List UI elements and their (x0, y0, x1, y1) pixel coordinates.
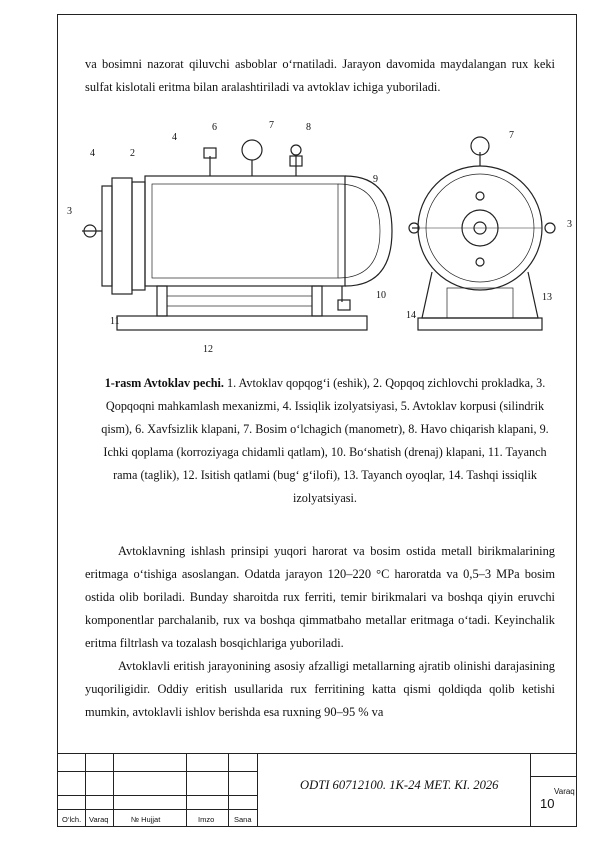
autoclave-figure (62, 112, 572, 362)
paragraph-2: Avtoklavli eritish jarayonining asosiy afzalligi metallarning ajratib olinishi darajasining yuqoriligidir. Oddiy eritish usullarida rux ferritining katta qismi qoldiqda qolib ketishi mumkin, avtoklavli ishlov berishda esa ruxning 90–95 % va (85, 659, 555, 719)
fig-label-3-right: 3 (567, 219, 572, 230)
paragraph-1: Avtoklavning ishlash prinsipi yuqori harorat va bosim ostida metall birikmalarining eritmaga o‘tishiga asoslangan. Odatda jarayon 120–220 °C haroratda va 0,5–3 MPa bosim ostida olib boriladi. Bunday sharoitda rux ferriti, temir birikmalari va boshqa qiyin eruvchi komponentlar parchalanib, rux va boshqa qimmatbaho metallar eritmaga o‘tadi. Keyinchalik eritma filtrlash va tozalash bosqichlariga yuboriladi. (85, 544, 555, 650)
fig-label-8: 8 (306, 122, 311, 133)
sheet-label: Varaq (554, 787, 575, 796)
stamp-imzo: Imzo (198, 815, 215, 824)
page-number: 10 (540, 796, 555, 811)
fig-label-12: 12 (203, 344, 213, 355)
fig-label-3: 3 (67, 206, 72, 217)
paragraph-body (85, 540, 555, 724)
paragraph-top: va bosimni nazorat qiluvchi asboblar o‘rnatiladi. Jarayon davomida maydalangan rux keki sulfat kislotali eritma bilan aralashtiriladi va avtoklav ichiga yuboriladi. (85, 57, 555, 94)
fig-label-13: 13 (542, 292, 552, 303)
fig-label-4: 4 (90, 148, 95, 159)
fig-label-6: 6 (212, 122, 217, 133)
document-code: ODTI 60712100. 1K-24 MET. KI. 2026 (300, 778, 499, 792)
stamp-varaq: Varaq (89, 815, 109, 824)
stamp-hujjat: № Hujjat (131, 815, 161, 824)
fig-label-11: 11 (110, 316, 120, 327)
figure-caption (90, 372, 560, 510)
fig-label-14: 14 (406, 310, 416, 321)
fig-label-2: 2 (130, 148, 135, 159)
fig-label-9: 9 (373, 174, 378, 185)
caption-text: 1. Avtoklav qopqog‘i (eshik), 2. Qopqoq zichlovchi prokladka, 3. Qopqoqni mahkamlash mexanizmi, 4. Issiqlik izolyatsiyasi, 5. Avtoklav korpusi (silindrik qism), 6. Xavfsizlik klapani, 7. Bosim o‘lchagich (manometr), 8. Havo chiqarish klapani, 9. Ichki qoplama (korroziyaga chidamli qatlam), 10. Bo‘shatish (drenaj) klapani, 11. Tayanch rama (taglik), 12. Isitish qatlami (bug‘ g‘ilofi), 13. Tayanch oyoqlar, 14. Tashqi issiqlik izolyatsiyasi. (101, 376, 549, 505)
fig-label-7-right: 7 (509, 130, 514, 141)
stamp-izm: O‘lch. (62, 815, 82, 824)
caption-title: 1-rasm Avtoklav pechi. (104, 376, 224, 390)
fig-label-7: 7 (269, 120, 274, 131)
stamp-sana: Sana (234, 815, 252, 824)
fig-label-10: 10 (376, 290, 386, 301)
fig-label-4b: 4 (172, 132, 177, 143)
